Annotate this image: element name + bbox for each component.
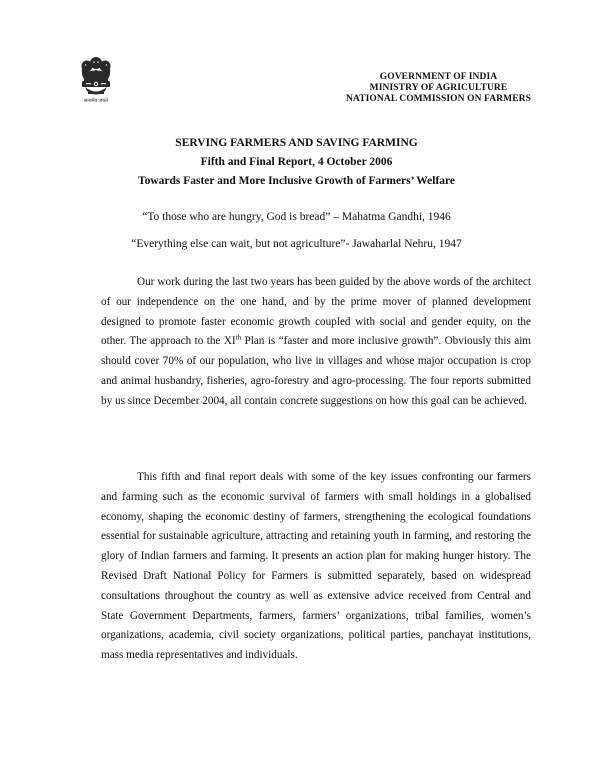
paragraph-1-text bbox=[101, 273, 531, 412]
paragraph-1 bbox=[101, 273, 531, 412]
government-header bbox=[346, 72, 531, 105]
report-subtitle: Towards Faster and More Inclusive Growth of Farmers’ Welfare bbox=[137, 175, 456, 187]
quote-gandhi: “To those who are hungry, God is bread” – Mahatma Gandhi, 1946 bbox=[142, 211, 451, 223]
quote-nehru: “Everything else can wait, but not agriculture”- Jawaharlal Nehru, 1947 bbox=[131, 238, 462, 250]
header-line-government: GOVERNMENT OF INDIA bbox=[379, 72, 498, 82]
emblem-motto: सत्यमेव जयते bbox=[83, 99, 109, 104]
paragraph-2-text: This fifth and final report deals with some of the key issues confronting our farmers and farming such as the economic survival of farmers with small holdings in a globalised economy, shaping the economic destiny of farmers, strengthening the ecological foundations essential for sustainable agriculture, attracting and retaining youth in farming, and restoring the glory of Indian farmers and farming. It presents an action plan for making hunger history. The Revised Draft National Policy for Farmers is submitted separately, based on widespread consultations throughout the country as well as extensive advice received from Central and State Government Departments, farmers, farmers’ organizations, tribal families, women’s organizations, academia, civil society organizations, political parties, panchayat institutions, mass media representatives and individuals. bbox=[101, 471, 531, 662]
header-line-commission: NATIONAL COMMISSION ON FARMERS bbox=[345, 94, 531, 104]
paragraph-2 bbox=[101, 468, 531, 666]
report-title: Fifth and Final Report, 4 October 2006 bbox=[200, 156, 393, 168]
quotes-block bbox=[0, 204, 593, 258]
header-line-ministry: MINISTRY OF AGRICULTURE bbox=[369, 83, 508, 93]
main-title: SERVING FARMERS AND SAVING FARMING bbox=[175, 137, 418, 149]
report-titles bbox=[0, 134, 593, 191]
paragraph-1-part-1: Our work during the last two years has been guided by the above words of the architect of our independence on the one hand, and by the prime mover of planned development designed to promote faster economic growth coupled with social and gender equity, on the other. The approach to the XI bbox=[101, 276, 531, 348]
ordinal-superscript: th bbox=[235, 333, 242, 342]
paragraph-1-part-2: Plan is “faster and more inclusive growth”. Obviously this aim should cover 70% of our population, who live in villages and whose major occupation is crop and animal husbandry, fisheries, agro-forestry and agro-processing. The four reports submitted by us since December 2004, all contain concrete suggestions on how this goal can be achieved. bbox=[101, 335, 531, 407]
